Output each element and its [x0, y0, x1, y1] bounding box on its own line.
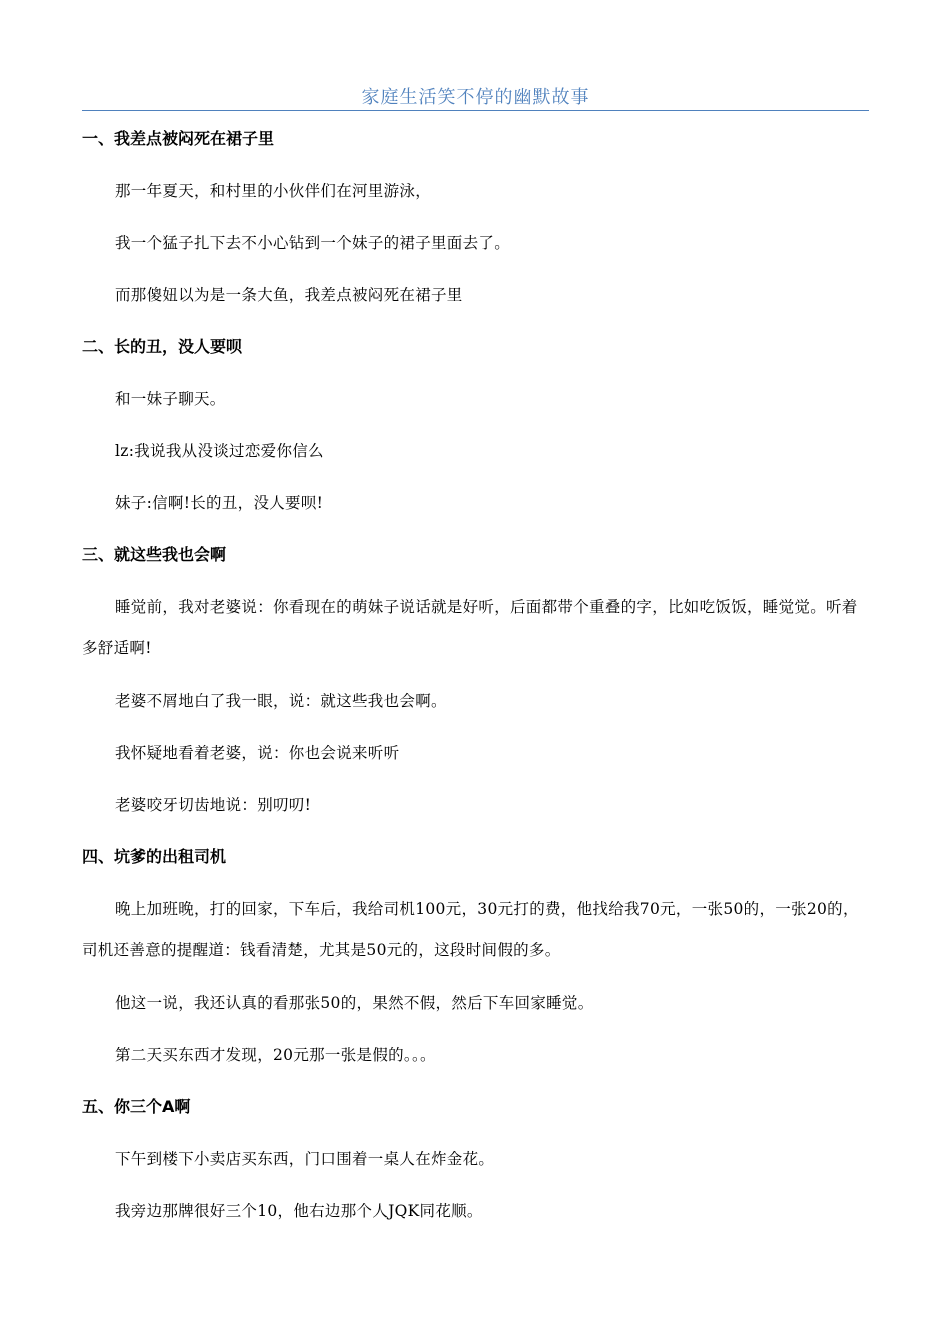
section-heading: 一、我差点被闷死在裙子里 [82, 129, 275, 148]
paragraph: 睡觉前，我对老婆说：你看现在的萌妹子说话就是好听，后面都带个重叠的字，比如吃饭饭，睡觉觉。听着多舒适啊! [82, 598, 858, 657]
paragraph: 老婆咬牙切齿地说：别叨叨! [115, 796, 312, 814]
section-heading: 四、坑爹的出租司机 [82, 847, 227, 866]
paragraph: 而那傻妞以为是一条大鱼，我差点被闷死在裙子里 [115, 286, 463, 304]
section-heading: 五、你三个A啊 [82, 1097, 191, 1116]
paragraph: lz:我说我从没谈过恋爱你信么 [115, 442, 324, 460]
paragraph: 晚上加班晚，打的回家，下车后，我给司机100元，30元打的费，他找给我70元，一张50的，一张20的，司机还善意的提醒道：钱看清楚，尤其是50元的，这段时间假的多。 [82, 900, 859, 959]
document-title: 家庭生活笑不停的幽默故事 [361, 87, 590, 108]
section-heading: 二、长的丑，没人要呗 [82, 337, 243, 356]
paragraph: 他这一说，我还认真的看那张50的，果然不假，然后下车回家睡觉。 [115, 994, 594, 1012]
section-heading: 三、就这些我也会啊 [82, 545, 227, 564]
paragraph: 我旁边那牌很好三个10，他右边那个人JQK同花顺。 [115, 1202, 483, 1220]
document-body [82, 126, 869, 1250]
paragraph: 我一个猛子扎下去不小心钻到一个妹子的裙子里面去了。 [115, 234, 511, 252]
paragraph: 下午到楼下小卖店买东西，门口围着一桌人在炸金花。 [115, 1150, 495, 1168]
paragraph: 那一年夏天，和村里的小伙伴们在河里游泳， [115, 182, 432, 200]
paragraph: 老婆不屑地白了我一眼，说：就这些我也会啊。 [115, 692, 447, 710]
paragraph: 第二天买东西才发现，20元那一张是假的。。。 [115, 1046, 436, 1064]
document-header [82, 80, 869, 111]
paragraph: 我怀疑地看着老婆，说：你也会说来听听 [115, 744, 400, 762]
paragraph: 和一妹子聊天。 [115, 390, 226, 408]
paragraph: 妹子:信啊!长的丑，没人要呗! [115, 494, 324, 512]
